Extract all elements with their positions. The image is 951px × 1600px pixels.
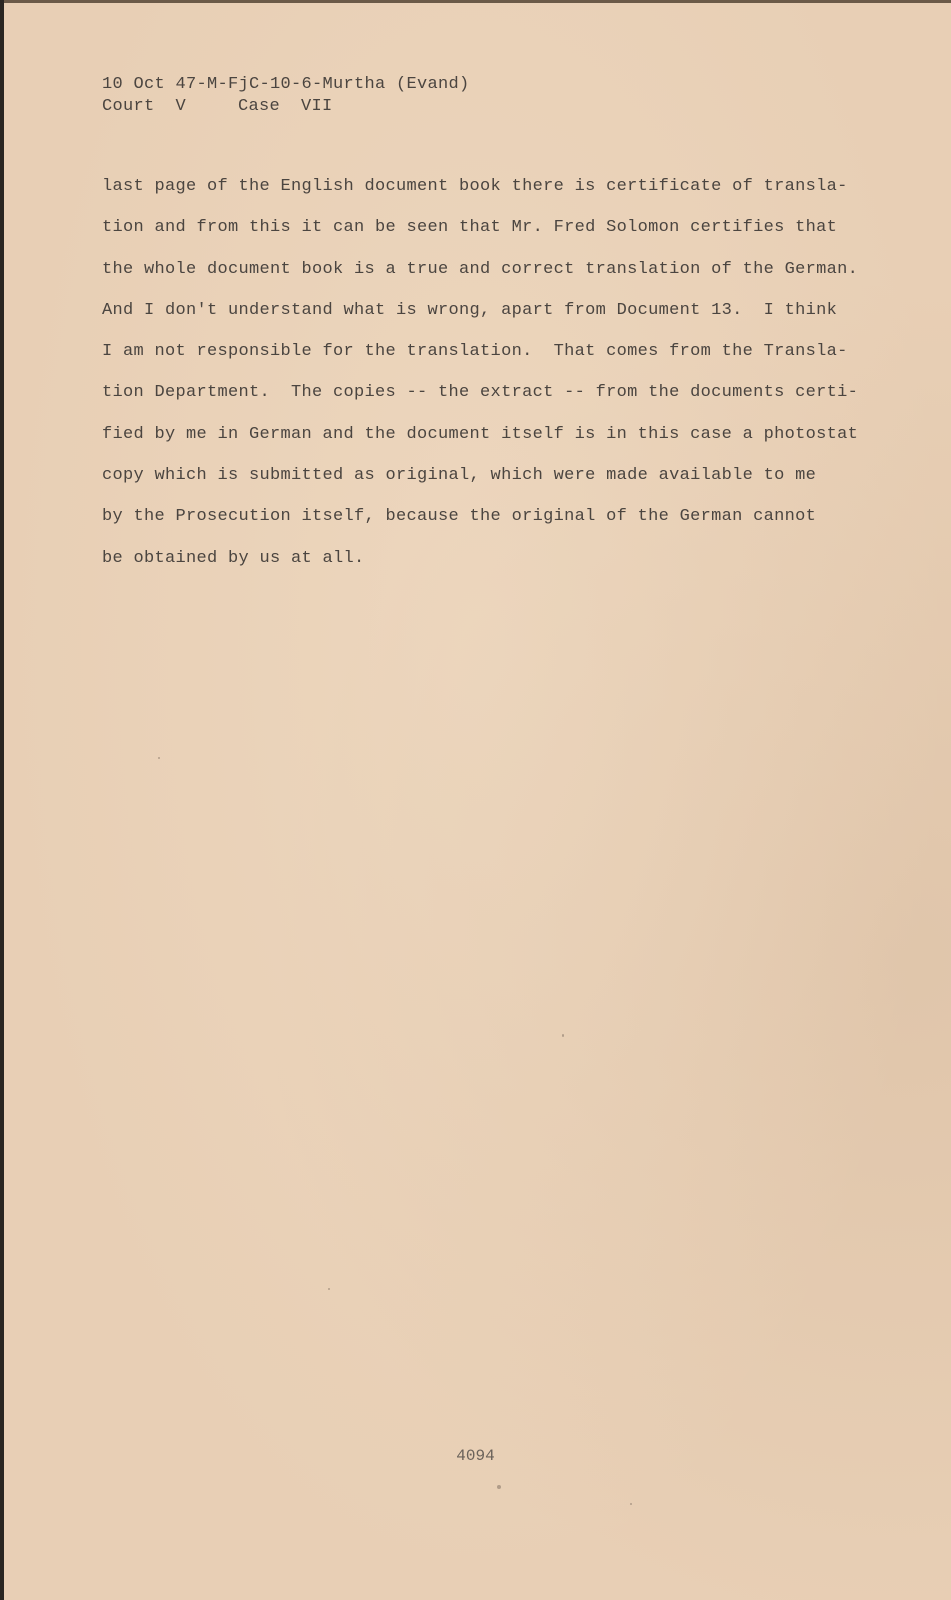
body-line: by the Prosecution itself, because the original of the German cannot [102, 507, 817, 527]
body-line: tion Department. The copies -- the extract -- from the documents certi- [102, 383, 859, 403]
page-top-edge [0, 0, 951, 3]
document-header [102, 74, 470, 118]
paper-speck [497, 1485, 501, 1489]
paper-speck [328, 1288, 330, 1290]
paper-speck [158, 757, 160, 759]
case-label: Case VII [238, 97, 333, 116]
body-line: fied by me in German and the document itself is in this case a photostat [102, 424, 859, 444]
page-number: 4094 [456, 1447, 495, 1465]
body-line: be obtained by us at all. [102, 548, 365, 568]
body-line: I am not responsible for the translation. That comes from the Transla- [102, 342, 848, 362]
paper-speck [562, 1034, 564, 1037]
header-line-1: 10 Oct 47-M-FjC-10-6-Murtha (Evand) [102, 75, 470, 94]
paper-speck [630, 1503, 632, 1505]
page-left-edge [0, 0, 4, 1600]
body-line: tion and from this it can be seen that Mr. Fred Solomon certifies that [102, 218, 838, 238]
body-line: And I don't understand what is wrong, apart from Document 13. I think [102, 300, 838, 320]
transcript-body [102, 176, 862, 589]
body-line: the whole document book is a true and correct translation of the German. [102, 259, 859, 279]
body-line: last page of the English document book there is certificate of transla- [102, 177, 848, 196]
body-line: copy which is submitted as original, which were made available to me [102, 466, 817, 486]
court-label: Court V [102, 97, 187, 116]
header-line-2 [102, 96, 470, 118]
